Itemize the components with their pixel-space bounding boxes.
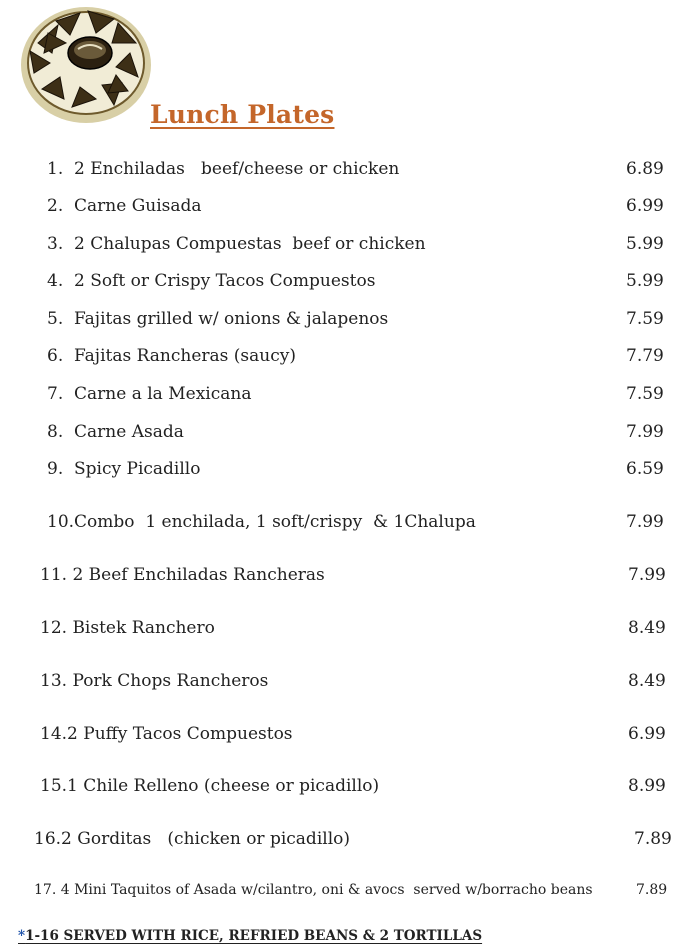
menu-item — [47, 269, 680, 293]
menu-item-price: 8.49 — [628, 671, 666, 691]
menu-item-name: 16.2 Gorditas (chicken or picadillo) — [34, 829, 350, 849]
menu-item-name: 1. 2 Enchiladas beef/cheese or chicken — [47, 159, 400, 179]
menu-item-price: 7.99 — [626, 422, 664, 442]
menu-item-price: 6.89 — [626, 159, 664, 179]
menu-item-price: 5.99 — [626, 234, 664, 254]
menu-item-price: 6.99 — [628, 724, 666, 744]
menu-item — [47, 157, 680, 181]
menu-item — [34, 878, 680, 902]
menu-item-price: 5.99 — [626, 271, 664, 291]
menu-item-name: 17. 4 Mini Taquitos of Asada w/cilantro, oni & avocs served w/borracho beans — [34, 882, 593, 898]
menu-item — [47, 232, 680, 256]
menu-item — [47, 194, 680, 218]
menu-item-name: 4. 2 Soft or Crispy Tacos Compuestos — [47, 271, 376, 291]
menu-item — [40, 722, 680, 746]
menu-item-price: 7.89 — [634, 829, 672, 849]
menu-item-name: 6. Fajitas Rancheras (saucy) — [47, 346, 296, 366]
menu-item — [47, 307, 680, 331]
footer-note — [18, 928, 482, 944]
menu-item-name: 10.Combo 1 enchilada, 1 soft/crispy & 1Chalupa — [47, 512, 476, 532]
menu-item — [40, 669, 680, 693]
menu-item-name: 15.1 Chile Relleno (cheese or picadillo) — [40, 776, 380, 796]
menu-item-name: 8. Carne Asada — [47, 422, 184, 442]
menu-item — [47, 420, 680, 444]
menu-item-name: 2. Carne Guisada — [47, 196, 202, 216]
page-title: Lunch Plates — [150, 100, 335, 129]
menu-item-price: 6.59 — [626, 459, 664, 479]
menu-item-price: 7.59 — [626, 309, 664, 329]
menu-item-name: 5. Fajitas grilled w/ onions & jalapenos — [47, 309, 389, 329]
menu-item — [47, 382, 680, 406]
menu-item-name: 14.2 Puffy Tacos Compuestos — [40, 724, 293, 744]
menu-item-price: 7.79 — [626, 346, 664, 366]
menu-item-name: 12. Bistek Ranchero — [40, 618, 215, 638]
menu-item-price: 7.99 — [628, 565, 666, 585]
menu-item-name: 3. 2 Chalupas Compuestas beef or chicken — [47, 234, 426, 254]
footnote-star: * — [18, 928, 26, 944]
nachos-plate-icon — [18, 3, 153, 126]
menu-item-price: 6.99 — [626, 196, 664, 216]
menu-item-price: 7.59 — [626, 384, 664, 404]
menu-item — [40, 774, 680, 798]
menu-item — [34, 827, 680, 851]
menu-item — [47, 457, 680, 481]
menu-item — [47, 344, 680, 368]
menu-item-price: 7.89 — [636, 882, 668, 898]
menu-item-price: 8.99 — [628, 776, 666, 796]
menu-item — [40, 563, 680, 587]
menu-item-price: 7.99 — [626, 512, 664, 532]
menu-item-name: 9. Spicy Picadillo — [47, 459, 201, 479]
menu-item — [40, 616, 680, 640]
footer-text: 1-16 SERVED WITH RICE, REFRIED BEANS & 2 TORTILLAS — [25, 928, 483, 944]
menu-item-name: 13. Pork Chops Rancheros — [40, 671, 269, 691]
menu-item-name: 7. Carne a la Mexicana — [47, 384, 252, 404]
menu-item-name: 11. 2 Beef Enchiladas Rancheras — [40, 565, 325, 585]
menu-item — [47, 510, 680, 534]
menu-item-price: 8.49 — [628, 618, 666, 638]
